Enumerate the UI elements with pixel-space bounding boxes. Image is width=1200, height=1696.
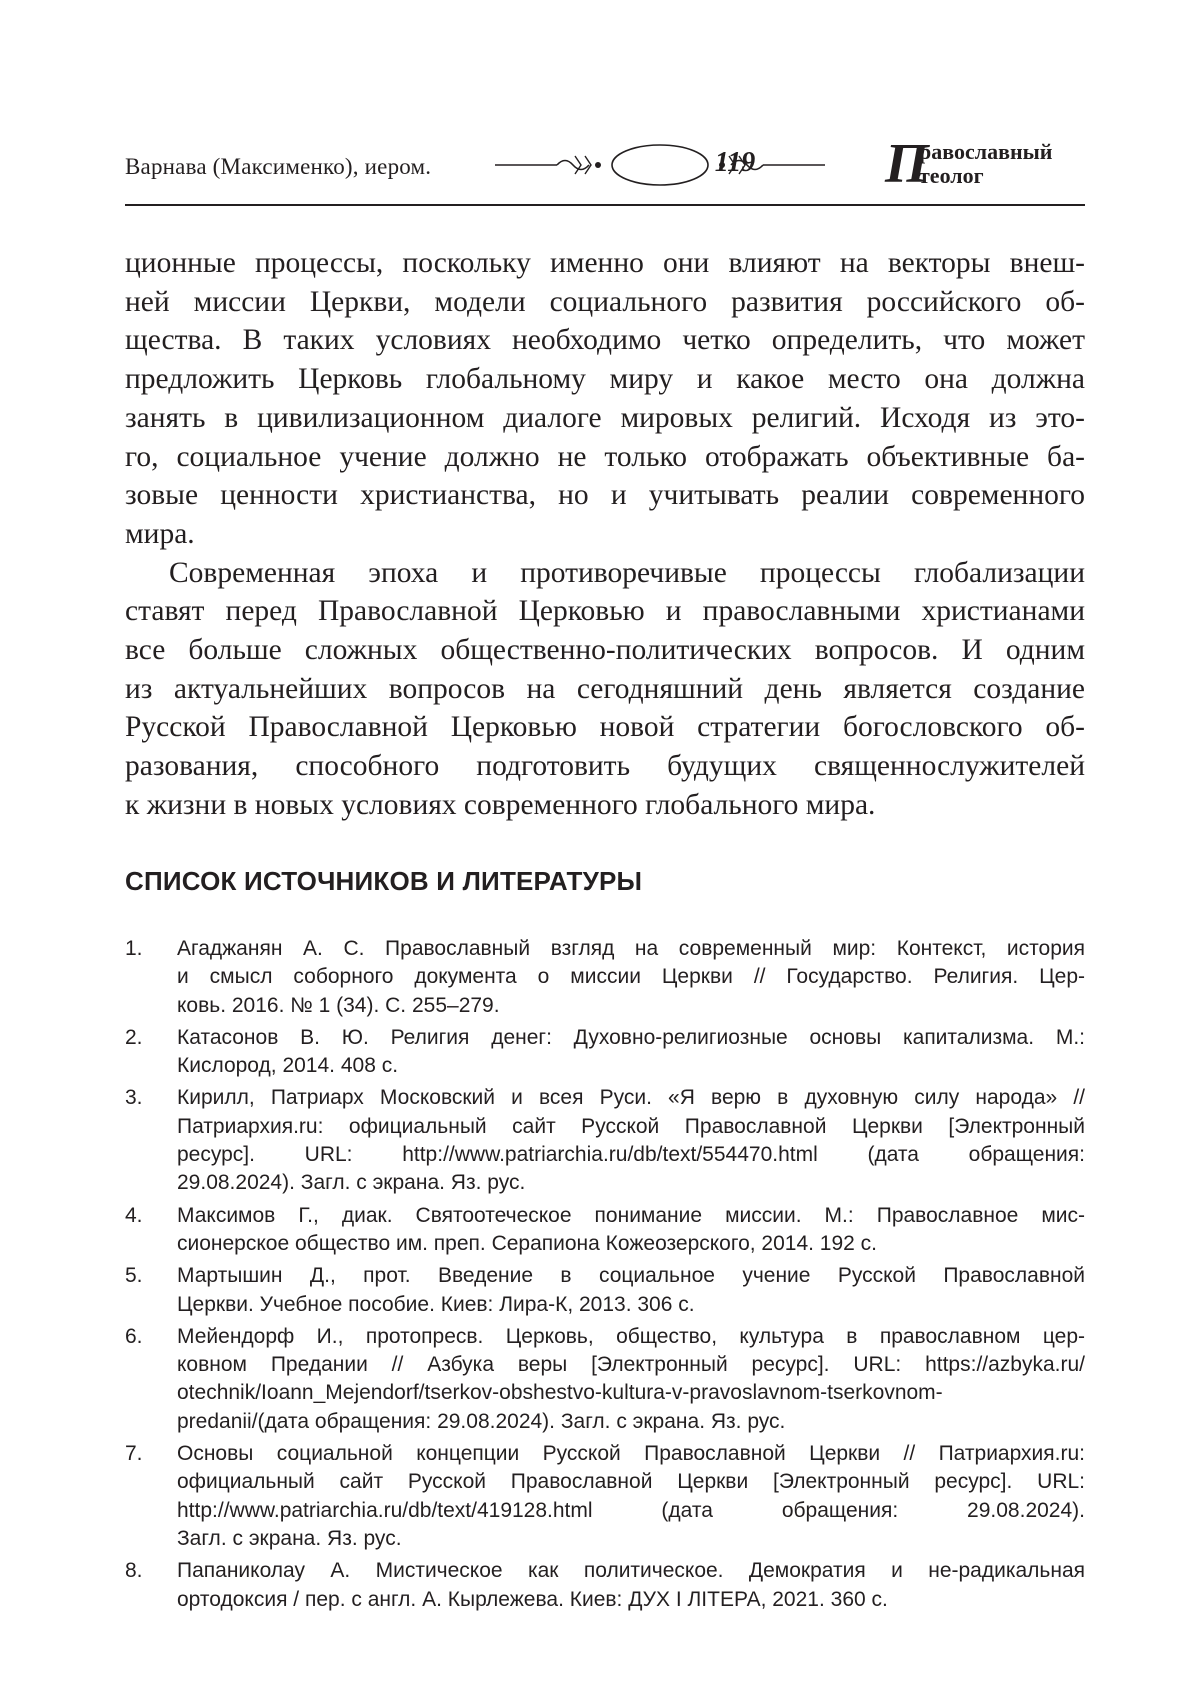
reference-line: ортодоксия / пер. с англ. А. Кырлежева. Киев: ДУХ І ЛІТЕРА, 2021. 360 с. — [177, 1587, 888, 1611]
reference-line: ковь. 2016. № 1 (34). С. 255–279. — [177, 993, 500, 1017]
reference-item — [125, 1202, 1085, 1259]
reference-line: и смысл соборного документа о миссии Церкви // Государство. Религия. Цер- — [177, 965, 1085, 989]
text-line: Современная эпоха и противоречивые процессы глобализации — [169, 556, 1085, 589]
reference-item — [125, 1323, 1085, 1436]
reference-line: официальный сайт Русской Православной Церкви [Электронный ресурс]. URL: — [177, 1470, 1085, 1494]
reference-line: predanii/(дата обращения: 29.08.2024). Загл. с экрана. Яз. рус. — [177, 1409, 786, 1433]
text-line: занять в цивилизационном диалоге мировых религий. Исходя из это- — [125, 401, 1085, 434]
journal-logo — [885, 133, 1085, 196]
reference-line: 29.08.2024). Загл. с экрана. Яз. рус. — [177, 1171, 526, 1195]
reference-line: ковном Предании // Азбука веры [Электронный ресурс]. URL: https://azbyka.ru/ — [177, 1353, 1085, 1377]
references-list — [125, 935, 1085, 1618]
reference-number: 6. — [125, 1324, 143, 1348]
text-line: го, социальное учение должно не только отображать объективные ба- — [125, 440, 1085, 473]
journal-logo-line2: теолог — [919, 163, 984, 188]
journal-logo-line1: равославный — [919, 139, 1053, 164]
text-line: ционные процессы, поскольку именно они влияют на векторы внеш- — [125, 247, 1085, 279]
reference-line: сионерское общество им. преп. Серапиона Кожеозерского, 2014. 192 с. — [177, 1231, 878, 1255]
text-line: щества. В таких условиях необходимо четко определить, что может — [125, 324, 1085, 357]
page-number: 119 — [714, 147, 756, 178]
reference-line: Максимов Г., диак. Святоотеческое понимание миссии. М.: Православное мис- — [177, 1203, 1085, 1227]
reference-number: 4. — [125, 1203, 143, 1227]
reference-line: Агаджанян А. С. Православный взгляд на современный мир: Контекст, история — [177, 937, 1085, 960]
reference-number: 1. — [125, 937, 143, 960]
reference-number: 5. — [125, 1264, 143, 1288]
reference-line: Папаниколау А. Мистическое как политическое. Демократия и не-радикальная — [177, 1559, 1085, 1583]
text-line: ставят перед Православной Церковью и православными христианами — [125, 595, 1085, 628]
reference-item — [125, 1024, 1085, 1081]
reference-number: 3. — [125, 1086, 143, 1110]
reference-item — [125, 935, 1085, 1020]
reference-item — [125, 1557, 1085, 1614]
header-rule — [125, 204, 1085, 206]
reference-number: 7. — [125, 1442, 143, 1466]
reference-line: Загл. с экрана. Яз. рус. — [177, 1526, 402, 1550]
reference-item — [125, 1084, 1085, 1197]
reference-line: otechnik/Ioann_Mejendorf/tserkov-obshestvo-kultura-v-pravoslavnom-tserkovnom- — [177, 1381, 943, 1405]
reference-item — [125, 1262, 1085, 1319]
text-line: предложить Церковь глобальному миру и какое место она должна — [125, 363, 1085, 396]
text-line: зовые ценности христианства, но и учитывать реалии современного — [125, 479, 1085, 512]
reference-line: http://www.patriarchia.ru/db/text/419128.html (дата обращения: 29.08.2024). — [177, 1498, 1085, 1522]
page-header — [125, 133, 1085, 206]
journal-logo-letter: П — [885, 133, 929, 195]
reference-line: Мейендорф И., протопресв. Церковь, общество, культура в православном цер- — [177, 1324, 1085, 1348]
text-line: ней миссии Церкви, модели социального развития российского об- — [125, 285, 1085, 318]
text-line: к жизни в новых условиях современного глобального мира. — [125, 788, 876, 821]
reference-line: ресурс]. URL: http://www.patriarchia.ru/db/text/554470.html (дата обращения: — [177, 1143, 1085, 1167]
text-line: разования, способного подготовить будущих священнослужителей — [125, 750, 1085, 783]
body-text — [125, 244, 1085, 825]
reference-line: Кирилл, Патриарх Московский и всея Руси. «Я верю в духовную силу народа» // — [177, 1086, 1085, 1110]
reference-line: Патриархия.ru: официальный сайт Русской Православной Церкви [Электронный — [177, 1114, 1085, 1138]
paragraph-1 — [125, 244, 1085, 554]
text-line: все больше сложных общественно-политических вопросов. И одним — [125, 634, 1085, 667]
reference-number: 8. — [125, 1559, 143, 1583]
text-line: из актуальнейших вопросов на сегодняшний день является создание — [125, 672, 1085, 705]
reference-line: Церкви. Учебное пособие. Киев: Лира-К, 2013. 306 с. — [177, 1292, 695, 1316]
running-head: Варнава (Максименко), иером. — [125, 154, 432, 179]
reference-line: Мартышин Д., прот. Введение в социальное учение Русской Православной — [177, 1264, 1085, 1288]
reference-line: Катасонов В. Ю. Религия денег: Духовно-религиозные основы капитализма. М.: — [177, 1025, 1085, 1049]
reference-item — [125, 1440, 1085, 1553]
reference-line: Кислород, 2014. 408 с. — [177, 1054, 399, 1078]
text-line: Русской Православной Церковью новой стратегии богословского об- — [125, 711, 1085, 744]
reference-number: 2. — [125, 1025, 143, 1049]
references-title: СПИСОК ИСТОЧНИКОВ И ЛИТЕРАТУРЫ — [125, 866, 643, 896]
paragraph-2 — [125, 554, 1085, 825]
reference-line: Основы социальной концепции Русской Православной Церкви // Патриархия.ru: — [177, 1442, 1085, 1466]
text-line: мира. — [125, 517, 195, 550]
